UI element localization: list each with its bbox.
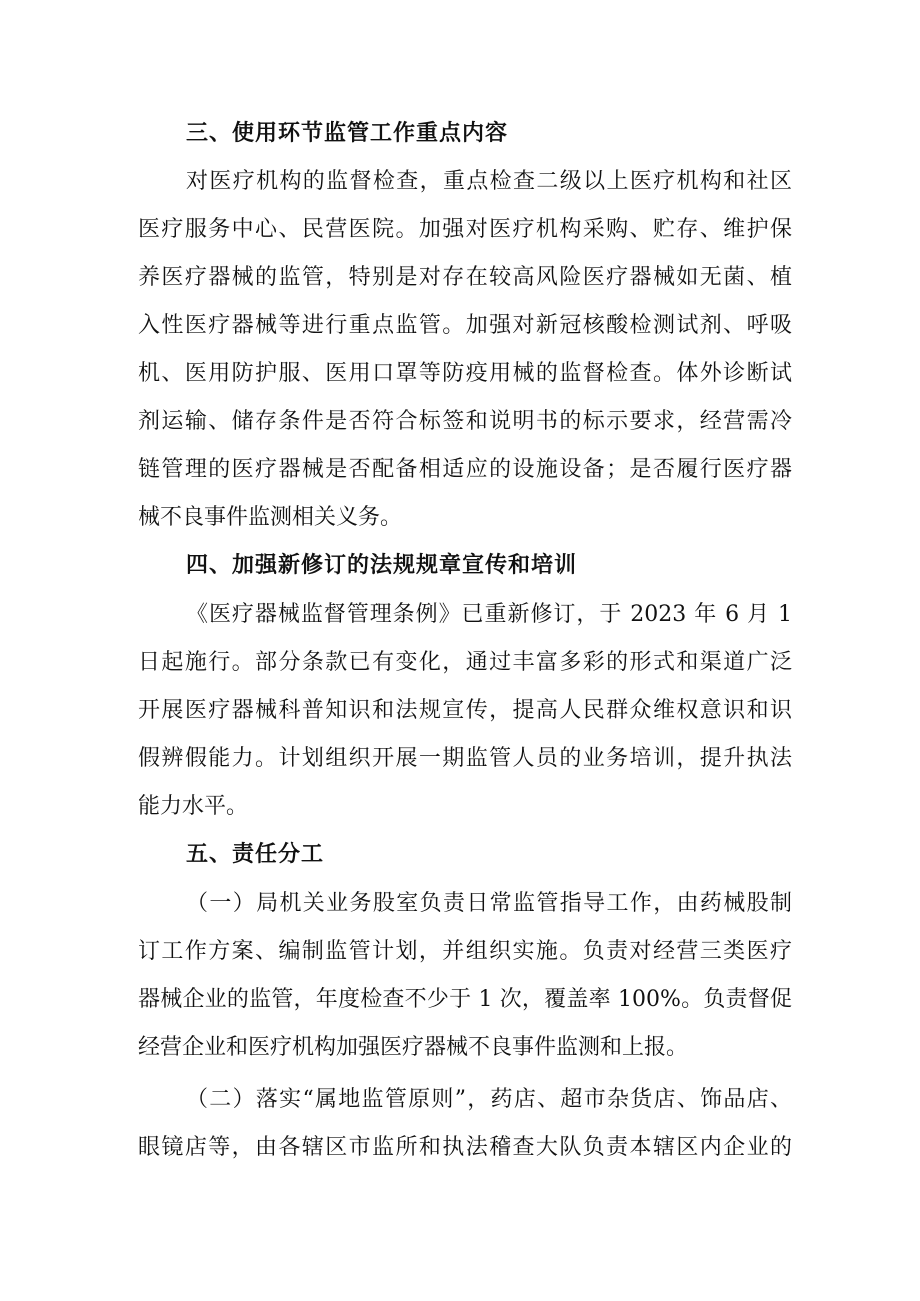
paragraph-line: （二）落实“属地监管原则”，药店、超市杂货店、饰品店、 — [186, 1087, 792, 1112]
paragraph-line: 医疗服务中心、民营医院。加强对医疗机构采购、贮存、维护保 — [138, 217, 792, 242]
paragraph-line: （一）局机关业务股室负责日常监管指导工作，由药械股制 — [186, 891, 792, 916]
paragraph-line: 械不良事件监测相关义务。 — [138, 505, 403, 530]
paragraph-line: 链管理的医疗器械是否配备相适应的设施设备；是否履行医疗器 — [138, 457, 792, 482]
paragraph-line: 开展医疗器械科普知识和法规宣传，提高人民群众维权意识和识 — [138, 698, 792, 723]
paragraph-line: 《医疗器械监督管理条例》已重新修订，于 2023 年 6 月 1 — [186, 602, 792, 627]
paragraph-line: 订工作方案、编制监管计划，并组织实施。负责对经营三类医疗 — [138, 939, 792, 964]
paragraph-line: 眼镜店等，由各辖区市监所和执法稽查大队负责本辖区内企业的 — [138, 1135, 792, 1160]
paragraph-line: 经营企业和医疗机构加强医疗器械不良事件监测和上报。 — [138, 1035, 689, 1060]
paragraph-line: 器械企业的监管，年度检查不少于 1 次，覆盖率 100%。负责督促 — [138, 987, 792, 1012]
paragraph-line: 入性医疗器械等进行重点监管。加强对新冠核酸检测试剂、呼吸 — [138, 313, 792, 338]
paragraph-line: 机、医用防护服、医用口罩等防疫用械的监督检查。体外诊断试 — [138, 361, 792, 386]
section-heading-4: 四、加强新修订的法规规章宣传和培训 — [186, 553, 578, 578]
section-heading-3: 三、使用环节监管工作重点内容 — [186, 121, 509, 146]
paragraph-line: 对医疗机构的监督检查，重点检查二级以上医疗机构和社区 — [186, 169, 792, 194]
paragraph-line: 剂运输、储存条件是否符合标签和说明书的标示要求，经营需冷 — [138, 409, 792, 434]
paragraph-line: 养医疗器械的监管，特别是对存在较高风险医疗器械如无菌、植 — [138, 265, 792, 290]
paragraph-line: 日起施行。部分条款已有变化，通过丰富多彩的形式和渠道广泛 — [138, 650, 792, 675]
paragraph-line: 假辨假能力。计划组织开展一期监管人员的业务培训，提升执法 — [138, 746, 792, 771]
section-heading-5: 五、责任分工 — [186, 842, 325, 867]
paragraph-line: 能力水平。 — [138, 794, 249, 819]
